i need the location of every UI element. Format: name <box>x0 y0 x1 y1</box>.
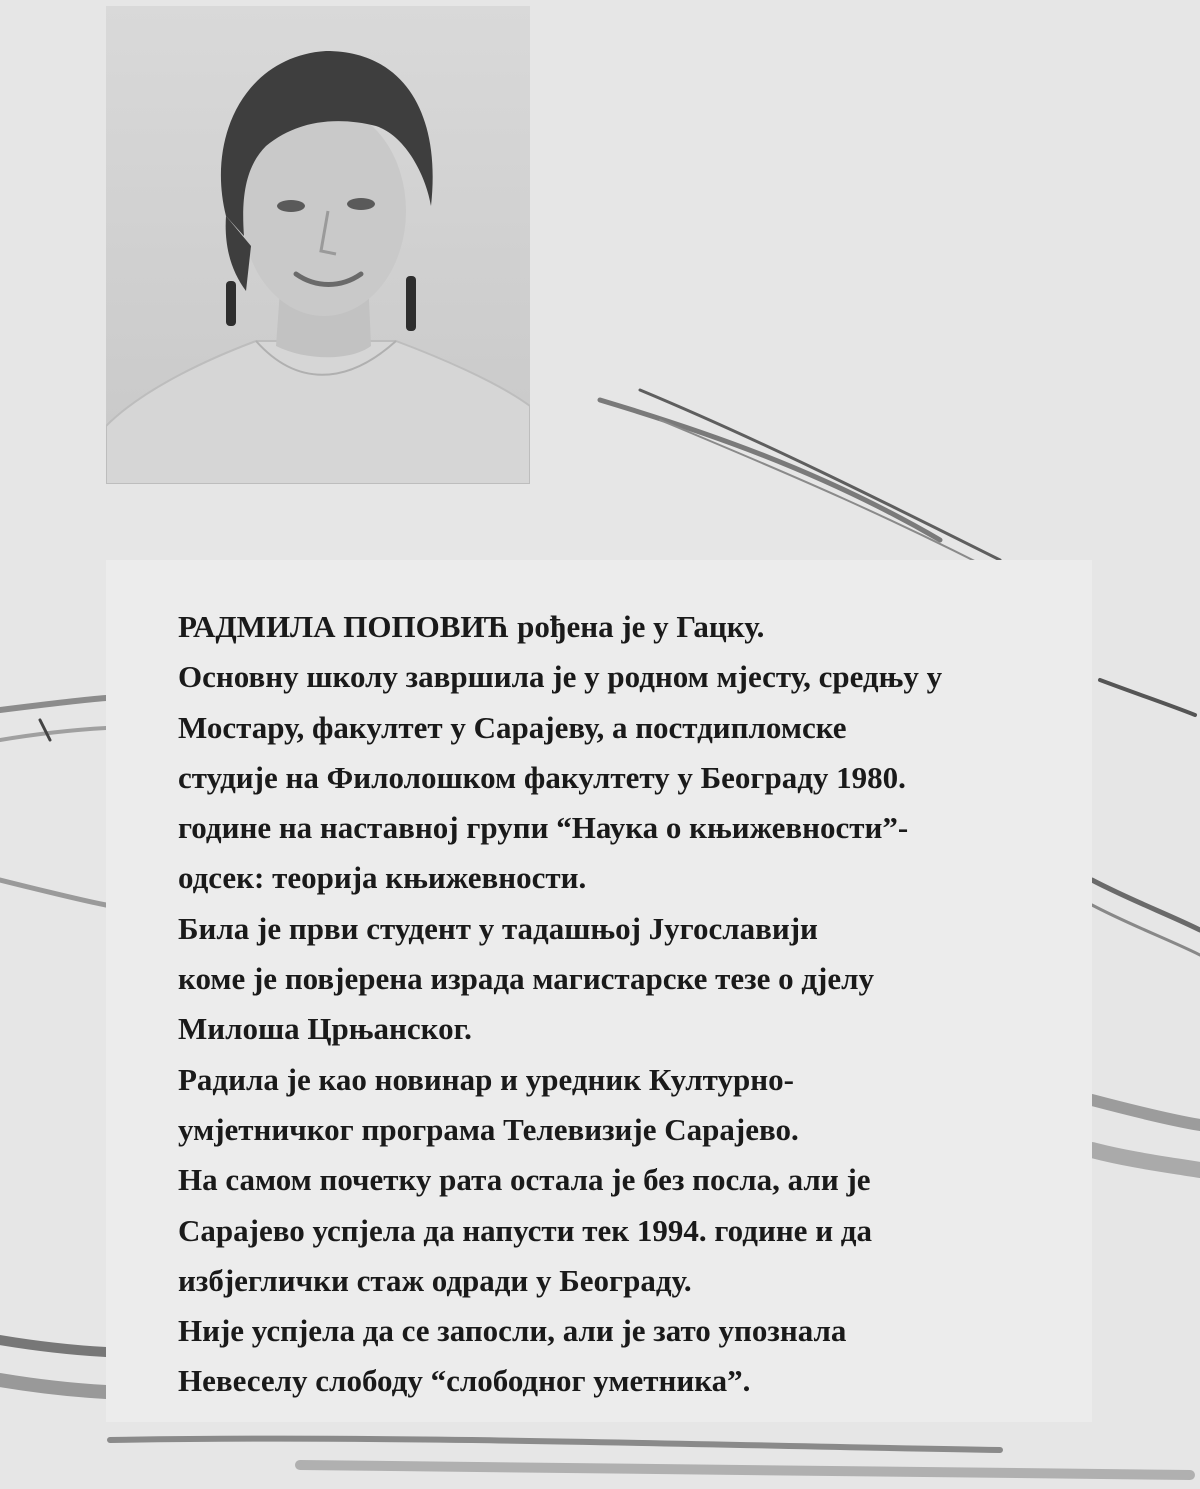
bio-line: Мостару, факултет у Сарајеву, а постдипломске <box>178 709 847 745</box>
author-portrait-photo <box>106 6 530 484</box>
biography-panel <box>106 560 1092 1422</box>
bio-line: године на наставној групи “Наука о књижевности”- <box>178 810 909 846</box>
bio-line: Основну школу завршила је у родном мјесту, средњу у <box>178 659 943 695</box>
bio-paragraph-3 <box>128 1055 1072 1306</box>
bio-paragraph-2 <box>128 904 1072 1055</box>
bio-line: Била је први студент у тадашњој Југославији <box>178 910 818 946</box>
bio-line: Милоша Црњанског. <box>178 1011 472 1047</box>
bio-line: Радила је као новинар и уредник Културно- <box>178 1061 794 1097</box>
portrait-illustration <box>106 6 530 484</box>
bio-line: РАДМИЛА ПОПОВИЋ рођена је у Гацку. <box>178 609 765 644</box>
bio-line: избјеглички стаж одради у Београду. <box>178 1262 692 1298</box>
bio-line: одсек: теорија књижевности. <box>178 860 587 896</box>
biography-text <box>128 602 1072 1407</box>
bio-line: Невеселу слободу “слободног уметника”. <box>178 1363 751 1399</box>
bio-line: коме је повјерена израда магистарске тезе о дјелу <box>178 961 875 997</box>
bio-paragraph-1 <box>128 602 1072 904</box>
bio-line: Сарајево успјела да напусти тек 1994. године и да <box>178 1212 872 1248</box>
bio-line: На самом почетку рата остала је без посла, али је <box>178 1162 871 1198</box>
bio-line: Није успјела да се запосли, али је зато упознала <box>178 1313 847 1349</box>
bio-paragraph-4 <box>128 1306 1072 1407</box>
bio-line: умјетничког програма Телевизије Сарајево. <box>178 1111 799 1147</box>
bio-line: студије на Филолошком факултету у Београду 1980. <box>178 759 906 795</box>
author-name: РАДМИЛА ПОПОВИЋ <box>178 609 510 644</box>
